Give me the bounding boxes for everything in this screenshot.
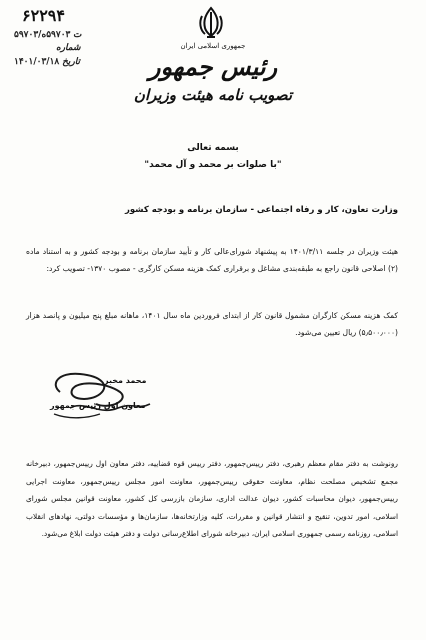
date-value: ۱۴۰۱/۰۳/۱۸ [14,57,60,67]
decree-paragraph-1: هیئت وزیران در جلسه ۱۴۰۱/۳/۱۱ به پیشنهاد شورای‌عالی کار و تأیید سازمان برنامه و بودجه کشور و به استناد ماده (۲) اصلاحی قانون راجع به طبقه‌بندی مشاغل و برقراری کمک هزینه مسکن کارگری - مصوب ۱۳۷۰- تصویب کرد: [26,247,398,273]
cc-distribution-list: رونوشت به دفتر مقام معظم رهبری، دفتر رییس‌جمهور، دفتر رییس قوه قضاییه، دفتر معاون اول رییس‌جمهور، دبیرخانه مجمع تشخیص مصلحت نظام، معاونت حقوقی رییس‌جمهور، معاونت امور مجلس رییس‌جمهور، معاونت اجرایی رییس‌جمهور، دیوان محاسبات کشور، دیوان عدالت اداری، سازمان بازرسی کل کشور، معاونت قوانین مجلس شورای اسلامی، امور تدوین، تنقیح و انتشار قوانین و مقررات، کلیه وزارتخانه‌ها، سازمان‌ها و مؤسسات دولتی، نهادهای انقلاب اسلامی، روزنامه رسمی جمهوری اسلامی ایران، دبیرخانه شورای اطلاع‌رسانی دولت و دفتر هیئت دولت ابلاغ می‌شود. [26,459,398,538]
number-label: شماره [56,43,81,53]
iran-emblem-icon [197,6,225,40]
number-field [14,30,82,40]
signatory-title: معاون اول رئیس جمهور [50,401,146,410]
cabinet-subheading: تصویب نامه هیئت وزیران [133,86,293,104]
decree-paragraph-2: کمک هزینه مسکن کارگران مشمول قانون کار از ابتدای فروردین ماه سال ۱۴۰۱، ماهانه مبلغ پنج میلیون و پانصد هزار (۵٫۵۰۰٫۰۰۰) ریال تعیین می‌شود. [26,311,398,337]
president-heading: رئیس جمهور [148,52,278,81]
bismillah: بسمه تعالی [187,143,239,153]
number-value: ۵۹۷۰۳/ت ۵۹۷۰۳ه [14,30,82,40]
republic-caption: جمهوری اسلامی ایران [180,42,246,50]
date-label: تاریخ [62,57,81,67]
letter-number: ۶۲۲۹۴ [22,6,65,25]
signatory-name: محمد مخبر [104,376,147,385]
salawat: "با صلوات بر محمد و آل محمد" [144,160,282,170]
addressee: وزارت تعاون، کار و رفاه اجتماعی - سازمان برنامه و بودجه کشور [124,205,398,215]
handwritten-signature [40,364,180,426]
